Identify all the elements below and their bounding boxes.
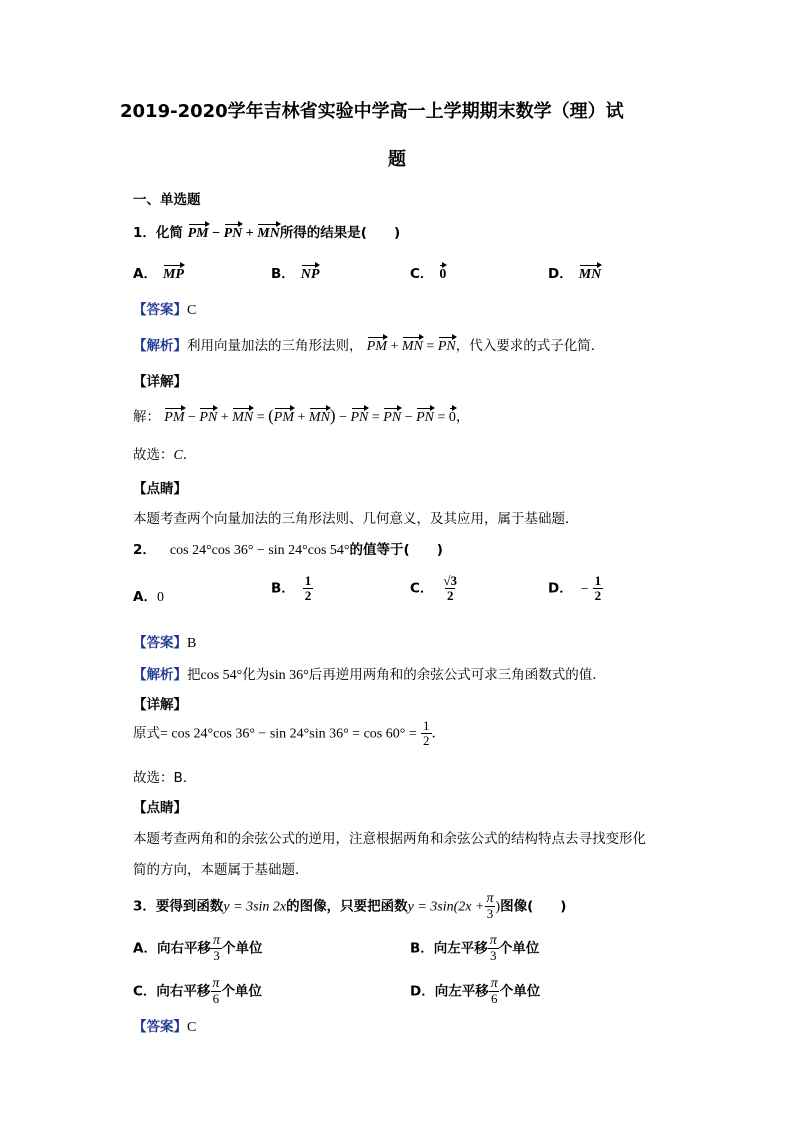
- question-1: 1．化简 PM − PN + MN所得的结果是( ): [133, 225, 401, 241]
- q3-option-c[interactable]: C．向右平移 $\frac{\pi}{6}$ 个单位: [133, 976, 262, 1006]
- q1-option-d[interactable]: D． MN: [548, 266, 602, 282]
- q2-option-d[interactable]: D． − $\frac{1}{2}$: [548, 573, 602, 603]
- q1-note-tag: 【点睛】: [133, 481, 187, 497]
- q1-answer: 【答案】C: [133, 302, 197, 318]
- question-3: 3．要得到函数y = 3sin 2x的图像，只要把函数y = 3sin(2x + $\frac{\pi}{3}$ )图像( ): [133, 891, 567, 921]
- q1-detail: 解： PM − PN + MN = (PM + MN) − PN = PN − PN = 0，: [133, 406, 470, 425]
- q1-option-b[interactable]: B． NP: [271, 266, 320, 282]
- q1-note: 本题考查两个向量加法的三角形法则、几何意义，及其应用，属于基础题．: [133, 511, 579, 527]
- page-title-cont: 题: [388, 149, 406, 170]
- section-heading: 一、单选题: [133, 192, 201, 208]
- q1-conclusion: 故选：C．: [133, 447, 197, 463]
- q3-option-b[interactable]: B．向左平移 $\frac{\pi}{3}$ 个单位: [410, 933, 540, 963]
- question-2: 2． cos 24°cos 36° − sin 24°cos 54°的值等于( ): [133, 542, 443, 558]
- q2-detail: 原式= cos 24°cos 36° − sin 24°sin 36° = cos 60° = $\frac{1}{2}$ ．: [133, 718, 446, 748]
- q3-option-a[interactable]: A．向右平移 $\frac{\pi}{3}$ 个单位: [133, 933, 263, 963]
- q2-answer: 【答案】B: [133, 635, 197, 651]
- q2-option-c[interactable]: C． $\frac{√3}{2}$: [410, 573, 458, 603]
- q1-option-a[interactable]: A． MP: [133, 266, 184, 282]
- q2-detail-tag: 【详解】: [133, 697, 187, 713]
- q2-option-b[interactable]: B． $\frac{1}{2}$: [271, 573, 312, 603]
- q3-answer: 【答案】C: [133, 1019, 197, 1035]
- q2-option-a[interactable]: A．0: [133, 589, 164, 605]
- q2-conclusion: 故选：B.: [133, 770, 188, 786]
- q2-note-line2: 简的方向，本题属于基础题．: [133, 862, 309, 878]
- page-title: 2019-2020学年吉林省实验中学高一上学期期末数学（理）试: [120, 101, 624, 122]
- q2-note-tag: 【点睛】: [133, 800, 187, 816]
- q3-option-d[interactable]: D．向左平移 $\frac{\pi}{6}$ 个单位: [410, 976, 541, 1006]
- q2-analysis: 【解析】把cos 54°化为sin 36°后再逆用两角和的余弦公式可求三角函数式的值．: [133, 667, 606, 683]
- q2-note-line1: 本题考查两角和的余弦公式的逆用，注意根据两角和余弦公式的结构特点去寻找变形化: [133, 831, 646, 847]
- q1-option-c[interactable]: C． 0: [410, 266, 447, 282]
- q1-detail-tag: 【详解】: [133, 374, 187, 390]
- q1-analysis: 【解析】利用向量加法的三角形法则， PM + MN = PN，代入要求的式子化简．: [133, 338, 605, 354]
